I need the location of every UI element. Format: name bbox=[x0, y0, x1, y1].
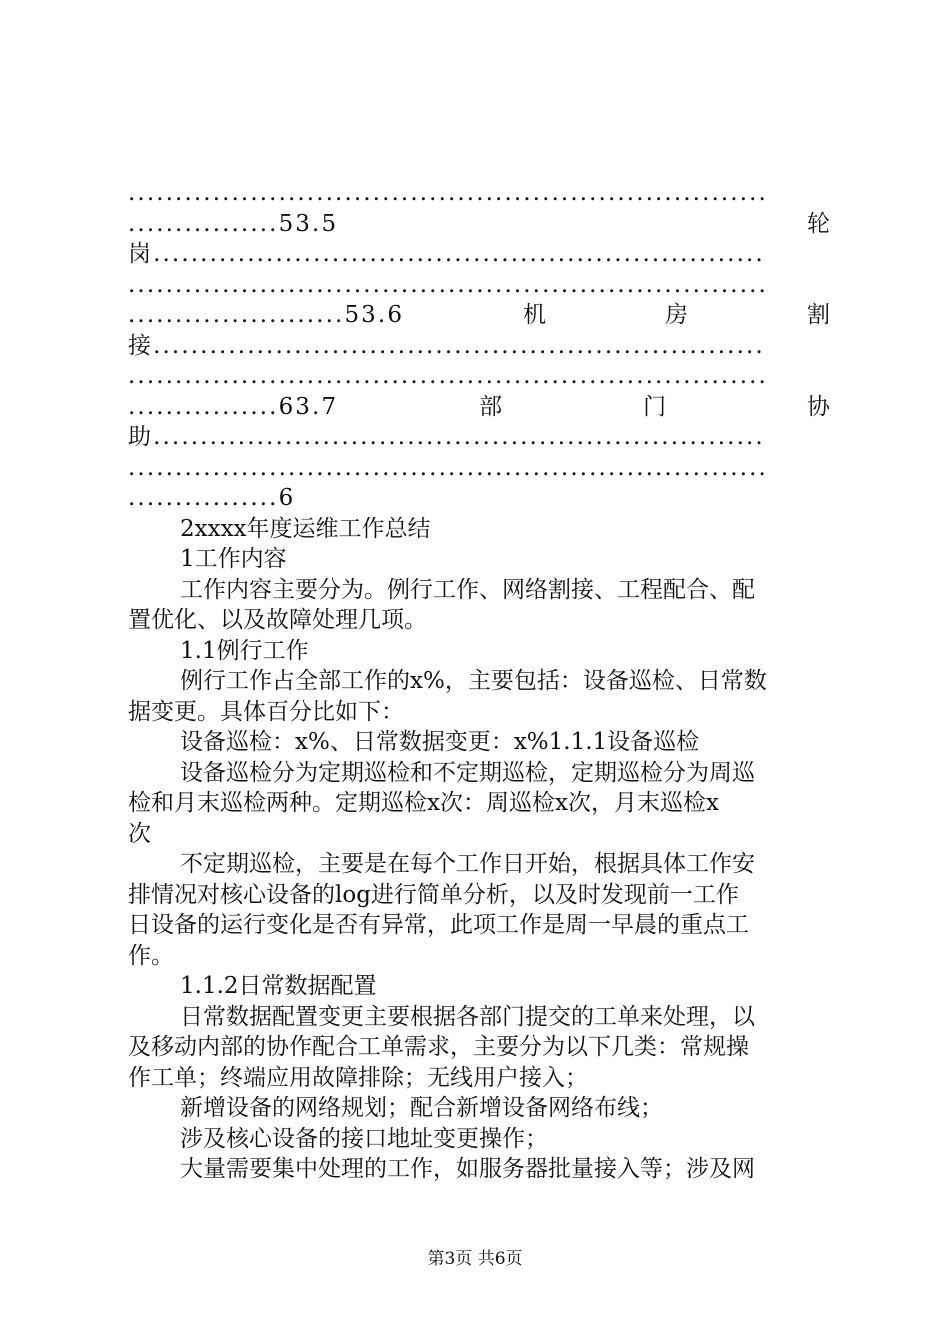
paragraph-line: 例行工作占全部工作的x%，主要包括：设备巡检、日常数 bbox=[180, 668, 767, 694]
paragraph-line: 检和月末巡检两种。定期巡检x次：周巡检x次，月末巡检x bbox=[128, 790, 719, 816]
toc-char: 房 bbox=[665, 302, 689, 328]
toc-entry-department bbox=[128, 392, 830, 423]
toc-dots-line: .................................................................... bbox=[128, 180, 768, 206]
paragraph-line: 涉及核心设备的接口地址变更操作； bbox=[180, 1125, 548, 1152]
toc-dots-line: ................6 bbox=[128, 485, 296, 511]
paragraph-line: 置优化、以及故障处理几项。 bbox=[128, 607, 427, 633]
toc-char: 机 bbox=[523, 302, 547, 328]
paragraph-line: 作。 bbox=[128, 942, 174, 969]
paragraph-line: 新增设备的网络规划；配合新增设备网络布线； bbox=[180, 1095, 663, 1121]
toc-dots: ................53.5 bbox=[128, 210, 339, 237]
toc-dots-line: 助................................................................. bbox=[128, 424, 765, 450]
toc-char: 割 bbox=[806, 302, 830, 328]
paragraph-line: 及移动内部的协作配合工单需求，主要分为以下几类：常规操 bbox=[128, 1034, 749, 1060]
toc-dots-line: 岗................................................................. bbox=[128, 241, 765, 267]
toc-dots-line: .................................................................... bbox=[128, 363, 768, 389]
toc-dots: ................63.7 bbox=[128, 393, 339, 420]
paragraph-line: 日设备的运行变化是否有异常，此项工作是周一早晨的重点工 bbox=[128, 912, 749, 938]
paragraph-line: 工作内容主要分为。例行工作、网络割接、工程配合、配 bbox=[180, 576, 755, 603]
document-body bbox=[128, 178, 830, 1185]
toc-char: 协 bbox=[807, 393, 830, 420]
paragraph-line: 排情况对核心设备的log进行简单分析，以及时发现前一工作 bbox=[128, 881, 739, 908]
toc-dots-line: .................................................................... bbox=[128, 454, 768, 481]
paragraph-line: 设备巡检：x%、日常数据变更：x%1.1.1设备巡检 bbox=[180, 729, 700, 755]
toc-char: 轮 bbox=[807, 210, 830, 237]
paragraph-line: 不定期巡检，主要是在每个工作日开始，根据具体工作安 bbox=[180, 851, 755, 877]
toc-dots-line: 接................................................................. bbox=[128, 332, 765, 359]
paragraph-line: 大量需要集中处理的工作，如服务器批量接入等；涉及网 bbox=[180, 1156, 755, 1182]
toc-entry-machine-room bbox=[128, 300, 830, 331]
heading-1: 1工作内容 bbox=[180, 546, 287, 572]
toc-char: 门 bbox=[643, 393, 667, 420]
heading-1-1-2: 1.1.2日常数据配置 bbox=[180, 973, 377, 999]
toc-dots-line: .................................................................... bbox=[128, 271, 768, 298]
paragraph-line: 据变更。具体百分比如下： bbox=[128, 698, 404, 725]
toc-char: 部 bbox=[479, 393, 503, 420]
page-footer: 第3页 共6页 bbox=[427, 1249, 523, 1269]
doc-title: 2xxxx年度运维工作总结 bbox=[180, 515, 431, 542]
paragraph-line: 次 bbox=[128, 820, 151, 847]
paragraph-line: 作工单；终端应用故障排除；无线用户接入； bbox=[128, 1064, 588, 1091]
toc-entry-rotation bbox=[128, 209, 830, 240]
paragraph-line: 设备巡检分为定期巡检和不定期巡检，定期巡检分为周巡 bbox=[180, 759, 755, 786]
heading-1-1: 1.1例行工作 bbox=[180, 637, 309, 664]
toc-dots: .......................53.6 bbox=[128, 302, 405, 328]
paragraph-line: 日常数据配置变更主要根据各部门提交的工单来处理，以 bbox=[180, 1003, 755, 1030]
